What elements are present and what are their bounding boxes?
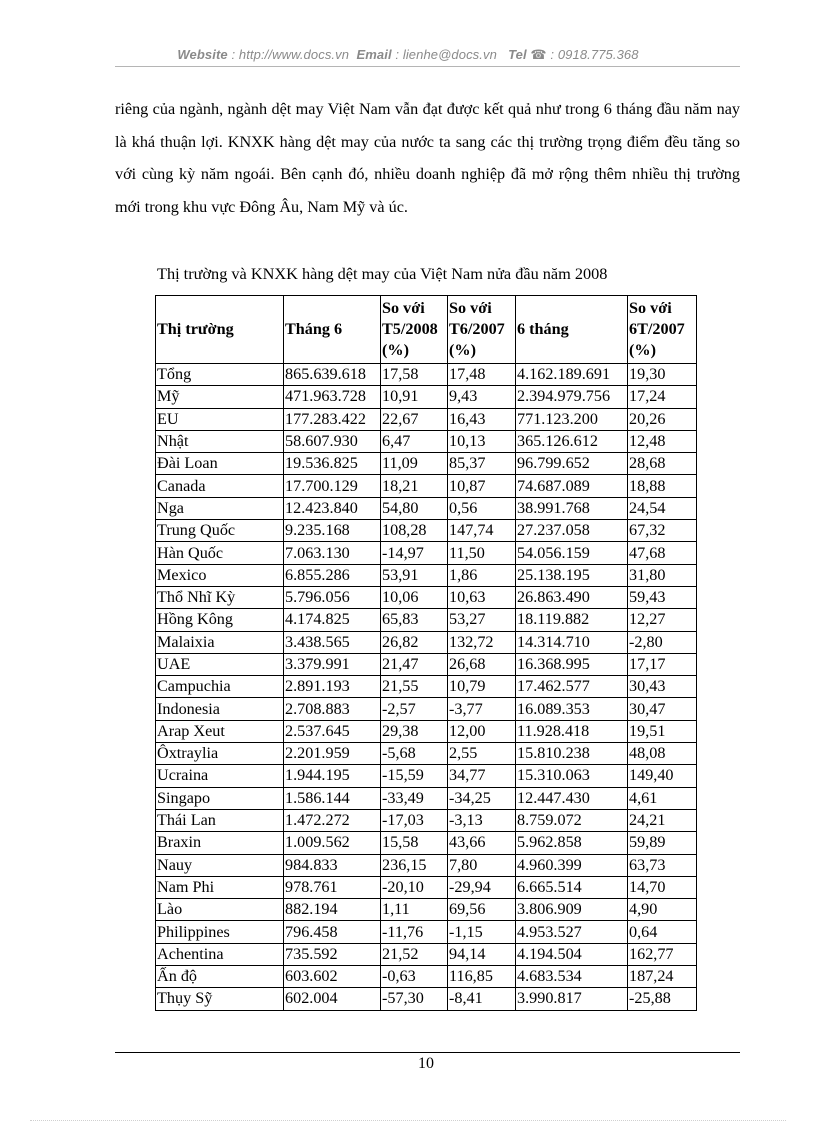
market-name-cell: Arap Xeut: [156, 720, 284, 742]
value-cell: 53,91: [381, 564, 448, 586]
column-header-line: 6T/2007: [629, 320, 685, 338]
value-cell: 4,90: [628, 899, 697, 921]
value-cell: 4.683.534: [516, 966, 628, 988]
value-cell: 59,89: [628, 832, 697, 854]
market-name-cell: Ucraina: [156, 765, 284, 787]
column-header: [381, 296, 448, 364]
value-cell: 30,47: [628, 698, 697, 720]
value-cell: 59,43: [628, 586, 697, 608]
value-cell: 69,56: [448, 899, 516, 921]
market-name-cell: Ôxtraylia: [156, 743, 284, 765]
value-cell: 5.962.858: [516, 832, 628, 854]
value-cell: 34,77: [448, 765, 516, 787]
value-cell: 1.472.272: [284, 809, 381, 831]
value-cell: 18.119.882: [516, 609, 628, 631]
market-name-cell: EU: [156, 408, 284, 430]
market-name-cell: Indonesia: [156, 698, 284, 720]
value-cell: 17,17: [628, 653, 697, 675]
table-row: [156, 809, 697, 831]
value-cell: 7,80: [448, 854, 516, 876]
table-row: [156, 430, 697, 452]
value-cell: 19,30: [628, 364, 697, 386]
value-cell: 21,52: [381, 943, 448, 965]
market-name-cell: Campuchia: [156, 676, 284, 698]
column-header: [156, 296, 284, 364]
value-cell: 3.379.991: [284, 653, 381, 675]
value-cell: 4.194.504: [516, 943, 628, 965]
value-cell: -2,80: [628, 631, 697, 653]
value-cell: 63,73: [628, 854, 697, 876]
value-cell: -11,76: [381, 921, 448, 943]
value-cell: 1.944.195: [284, 765, 381, 787]
footer-divider: [115, 1052, 740, 1053]
value-cell: 796.458: [284, 921, 381, 943]
value-cell: 15.810.238: [516, 743, 628, 765]
value-cell: 12,00: [448, 720, 516, 742]
table-row: [156, 943, 697, 965]
table-row: [156, 787, 697, 809]
column-header-line: Tháng 6: [285, 320, 343, 338]
column-header-line: T6/2007: [449, 320, 505, 338]
value-cell: 17,24: [628, 386, 697, 408]
value-cell: 15,58: [381, 832, 448, 854]
header-divider: [115, 66, 740, 67]
value-cell: 1,11: [381, 899, 448, 921]
market-name-cell: Malaixia: [156, 631, 284, 653]
value-cell: 4.953.527: [516, 921, 628, 943]
value-cell: 865.639.618: [284, 364, 381, 386]
value-cell: 2.394.979.756: [516, 386, 628, 408]
market-name-cell: Trung Quốc: [156, 520, 284, 542]
market-name-cell: Tổng: [156, 364, 284, 386]
value-cell: 85,37: [448, 453, 516, 475]
value-cell: 11,50: [448, 542, 516, 564]
column-header-line: T5/2008: [382, 320, 438, 338]
column-header-line: (%): [449, 341, 476, 359]
value-cell: 4.162.189.691: [516, 364, 628, 386]
value-cell: 771.123.200: [516, 408, 628, 430]
value-cell: -3,77: [448, 698, 516, 720]
column-header-line: (%): [382, 341, 409, 359]
market-name-cell: Nga: [156, 497, 284, 519]
value-cell: -29,94: [448, 876, 516, 898]
value-cell: 26.863.490: [516, 586, 628, 608]
column-header-line: So với: [629, 299, 672, 317]
table-row: [156, 497, 697, 519]
value-cell: 9,43: [448, 386, 516, 408]
value-cell: 236,15: [381, 854, 448, 876]
value-cell: 17.462.577: [516, 676, 628, 698]
value-cell: 10,87: [448, 475, 516, 497]
value-cell: -34,25: [448, 787, 516, 809]
column-header-line: Thị trường: [157, 320, 234, 338]
value-cell: 3.990.817: [516, 988, 628, 1010]
value-cell: 1.586.144: [284, 787, 381, 809]
value-cell: 17,48: [448, 364, 516, 386]
table-row: [156, 921, 697, 943]
value-cell: -14,97: [381, 542, 448, 564]
market-name-cell: Mỹ: [156, 386, 284, 408]
market-name-cell: Hàn Quốc: [156, 542, 284, 564]
body-paragraph: riêng của ngành, ngành dệt may Việt Nam vẫn đạt được kết quả như trong 6 tháng đầu năm nay là khá thuận lợi. KNXK hàng dệt may của nước ta sang các thị trường trọng điểm đều tăng so với cùng kỳ năm ngoái. Bên cạnh đó, nhiều doanh nghiệp đã mở rộng thêm nhiều thị trường mới trong khu vực Đông Âu, Nam Mỹ và úc.: [115, 100, 740, 216]
value-cell: 12.423.840: [284, 497, 381, 519]
market-name-cell: UAE: [156, 653, 284, 675]
value-cell: 108,28: [381, 520, 448, 542]
value-cell: 10,06: [381, 586, 448, 608]
email-label: Email: [356, 47, 392, 62]
value-cell: -5,68: [381, 743, 448, 765]
value-cell: 603.602: [284, 966, 381, 988]
table-row: [156, 586, 697, 608]
table-row: [156, 564, 697, 586]
value-cell: 177.283.422: [284, 408, 381, 430]
value-cell: 94,14: [448, 943, 516, 965]
column-header: [516, 296, 628, 364]
value-cell: 0,56: [448, 497, 516, 519]
value-cell: -25,88: [628, 988, 697, 1010]
value-cell: 21,55: [381, 676, 448, 698]
value-cell: 17,58: [381, 364, 448, 386]
value-cell: 3.438.565: [284, 631, 381, 653]
value-cell: 48,08: [628, 743, 697, 765]
table-body: [156, 364, 697, 1011]
page-bottom-border: [30, 1120, 786, 1121]
value-cell: 16,43: [448, 408, 516, 430]
value-cell: 8.759.072: [516, 809, 628, 831]
value-cell: 1.009.562: [284, 832, 381, 854]
value-cell: 187,24: [628, 966, 697, 988]
table-row: [156, 876, 697, 898]
table-row: [156, 631, 697, 653]
market-name-cell: Braxin: [156, 832, 284, 854]
value-cell: 24,54: [628, 497, 697, 519]
value-cell: 25.138.195: [516, 564, 628, 586]
table-header-row: [156, 296, 697, 364]
value-cell: 12,27: [628, 609, 697, 631]
column-header: [448, 296, 516, 364]
value-cell: 18,21: [381, 475, 448, 497]
market-name-cell: Canada: [156, 475, 284, 497]
value-cell: 10,79: [448, 676, 516, 698]
page-header: [0, 47, 816, 63]
table-row: [156, 520, 697, 542]
value-cell: 2,55: [448, 743, 516, 765]
value-cell: 96.799.652: [516, 453, 628, 475]
value-cell: -33,49: [381, 787, 448, 809]
table-row: [156, 720, 697, 742]
value-cell: 162,77: [628, 943, 697, 965]
value-cell: 26,68: [448, 653, 516, 675]
table-row: [156, 743, 697, 765]
value-cell: 149,40: [628, 765, 697, 787]
market-name-cell: Nhật: [156, 430, 284, 452]
value-cell: -20,10: [381, 876, 448, 898]
table-row: [156, 453, 697, 475]
value-cell: 30,43: [628, 676, 697, 698]
value-cell: -17,03: [381, 809, 448, 831]
value-cell: 19,51: [628, 720, 697, 742]
value-cell: 17.700.129: [284, 475, 381, 497]
value-cell: 116,85: [448, 966, 516, 988]
value-cell: 11.928.418: [516, 720, 628, 742]
value-cell: 12.447.430: [516, 787, 628, 809]
value-cell: 18,88: [628, 475, 697, 497]
value-cell: 471.963.728: [284, 386, 381, 408]
table-row: [156, 609, 697, 631]
value-cell: 2.201.959: [284, 743, 381, 765]
market-name-cell: Hồng Kông: [156, 609, 284, 631]
value-cell: 1,86: [448, 564, 516, 586]
value-cell: 29,38: [381, 720, 448, 742]
value-cell: 2.708.883: [284, 698, 381, 720]
market-name-cell: Mexico: [156, 564, 284, 586]
value-cell: 43,66: [448, 832, 516, 854]
value-cell: 58.607.930: [284, 430, 381, 452]
value-cell: 602.004: [284, 988, 381, 1010]
table-row: [156, 854, 697, 876]
value-cell: 20,26: [628, 408, 697, 430]
website-label: Website: [177, 47, 228, 62]
value-cell: 5.796.056: [284, 586, 381, 608]
value-cell: 6,47: [381, 430, 448, 452]
value-cell: 3.806.909: [516, 899, 628, 921]
tel-value: : 0918.775.368: [550, 47, 639, 62]
value-cell: -0,63: [381, 966, 448, 988]
value-cell: 16.368.995: [516, 653, 628, 675]
column-header-line: So với: [382, 299, 425, 317]
column-header: [284, 296, 381, 364]
value-cell: 24,21: [628, 809, 697, 831]
table-row: [156, 988, 697, 1010]
value-cell: 14,70: [628, 876, 697, 898]
table-row: [156, 676, 697, 698]
value-cell: 365.126.612: [516, 430, 628, 452]
market-name-cell: Achentina: [156, 943, 284, 965]
value-cell: 4.960.399: [516, 854, 628, 876]
value-cell: 4,61: [628, 787, 697, 809]
export-market-table: [155, 295, 697, 1011]
value-cell: 14.314.710: [516, 631, 628, 653]
value-cell: 6.665.514: [516, 876, 628, 898]
table-row: [156, 698, 697, 720]
market-name-cell: Ấn độ: [156, 966, 284, 988]
value-cell: 2.891.193: [284, 676, 381, 698]
market-name-cell: Lào: [156, 899, 284, 921]
value-cell: 10,13: [448, 430, 516, 452]
value-cell: 11,09: [381, 453, 448, 475]
table-caption: Thị trường và KNXK hàng dệt may của Việt Nam nửa đầu năm 2008: [157, 264, 608, 283]
value-cell: -8,41: [448, 988, 516, 1010]
value-cell: -15,59: [381, 765, 448, 787]
market-name-cell: Nam Phi: [156, 876, 284, 898]
value-cell: 978.761: [284, 876, 381, 898]
value-cell: 16.089.353: [516, 698, 628, 720]
value-cell: 26,82: [381, 631, 448, 653]
market-name-cell: Singapo: [156, 787, 284, 809]
value-cell: 74.687.089: [516, 475, 628, 497]
value-cell: 6.855.286: [284, 564, 381, 586]
value-cell: 53,27: [448, 609, 516, 631]
table-row: [156, 653, 697, 675]
value-cell: 10,91: [381, 386, 448, 408]
table-row: [156, 542, 697, 564]
value-cell: -2,57: [381, 698, 448, 720]
table-row: [156, 899, 697, 921]
value-cell: -57,30: [381, 988, 448, 1010]
column-header-line: 6 tháng: [517, 320, 569, 338]
value-cell: 882.194: [284, 899, 381, 921]
value-cell: 15.310.063: [516, 765, 628, 787]
value-cell: 12,48: [628, 430, 697, 452]
value-cell: 7.063.130: [284, 542, 381, 564]
value-cell: -3,13: [448, 809, 516, 831]
market-name-cell: Nauy: [156, 854, 284, 876]
website-value: : http://www.docs.vn: [231, 47, 350, 62]
value-cell: 54.056.159: [516, 542, 628, 564]
table-row: [156, 364, 697, 386]
table-row: [156, 386, 697, 408]
table-row: [156, 832, 697, 854]
value-cell: 2.537.645: [284, 720, 381, 742]
market-name-cell: Thụy Sỹ: [156, 988, 284, 1010]
email-value: : lienhe@docs.vn: [395, 47, 497, 62]
value-cell: 21,47: [381, 653, 448, 675]
value-cell: 31,80: [628, 564, 697, 586]
column-header-line: (%): [629, 341, 656, 359]
value-cell: 147,74: [448, 520, 516, 542]
page-number: 10: [418, 1055, 434, 1072]
market-name-cell: Philippines: [156, 921, 284, 943]
value-cell: 67,32: [628, 520, 697, 542]
table-row: [156, 408, 697, 430]
value-cell: 4.174.825: [284, 609, 381, 631]
market-name-cell: Thái Lan: [156, 809, 284, 831]
value-cell: 0,64: [628, 921, 697, 943]
table-row: [156, 475, 697, 497]
value-cell: -1,15: [448, 921, 516, 943]
tel-label: Tel ☎: [508, 47, 547, 62]
value-cell: 132,72: [448, 631, 516, 653]
market-name-cell: Đài Loan: [156, 453, 284, 475]
value-cell: 27.237.058: [516, 520, 628, 542]
value-cell: 47,68: [628, 542, 697, 564]
value-cell: 22,67: [381, 408, 448, 430]
value-cell: 54,80: [381, 497, 448, 519]
value-cell: 9.235.168: [284, 520, 381, 542]
value-cell: 28,68: [628, 453, 697, 475]
value-cell: 19.536.825: [284, 453, 381, 475]
column-header: [628, 296, 697, 364]
value-cell: 984.833: [284, 854, 381, 876]
table-row: [156, 765, 697, 787]
value-cell: 735.592: [284, 943, 381, 965]
column-header-line: So với: [449, 299, 492, 317]
value-cell: 38.991.768: [516, 497, 628, 519]
value-cell: 65,83: [381, 609, 448, 631]
market-name-cell: Thổ Nhĩ Kỳ: [156, 586, 284, 608]
table-row: [156, 966, 697, 988]
value-cell: 10,63: [448, 586, 516, 608]
